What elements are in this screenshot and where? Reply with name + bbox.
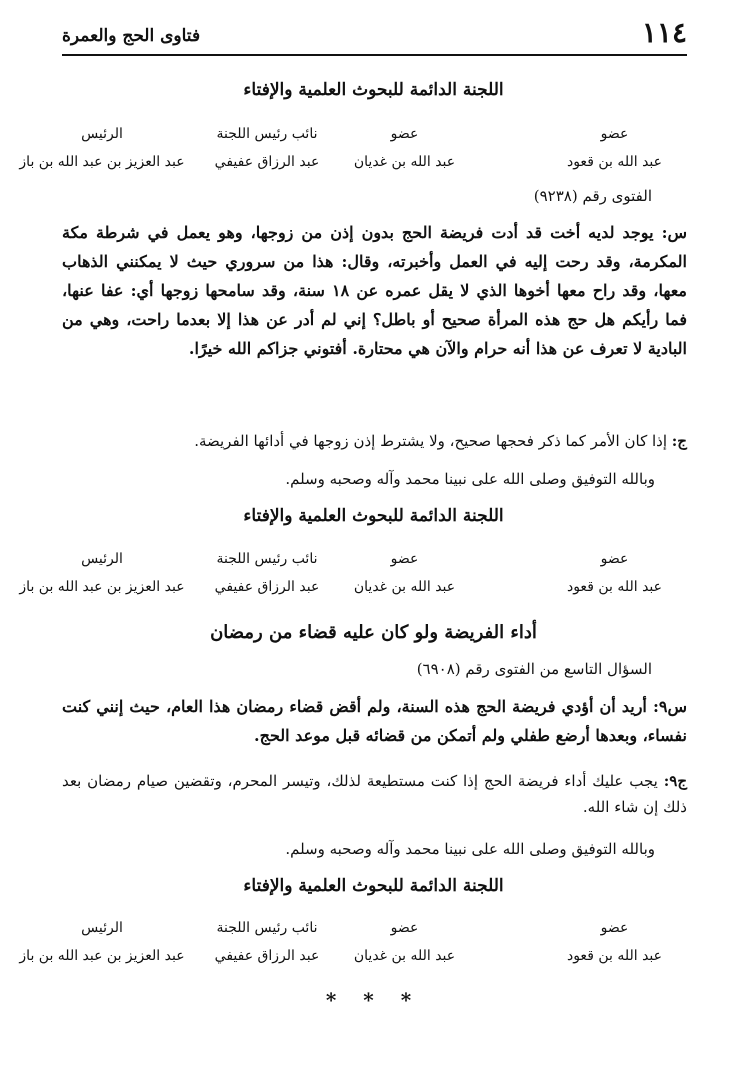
signatory-role: نائب رئيس اللجنة [216,920,318,936]
signatory-role: نائب رئيس اللجنة [216,551,318,567]
question-paragraph [62,218,687,363]
fatwa-reference: الفتوى رقم (٩٢٣٨) [533,187,652,205]
signatory-role: عضو [390,920,419,936]
signatory-name: عبد الرزاق عفيفي [214,154,320,170]
signature-block [19,920,667,990]
signatory-name: عبد الرزاق عفيفي [214,579,320,595]
signatory-role: الرئيس [81,126,123,142]
signatory-role: عضو [390,551,419,567]
answer-label: ج٩: [663,772,687,790]
signatory [202,920,332,964]
question-paragraph [62,692,687,750]
signature-block [19,126,667,196]
signatory-role: نائب رئيس اللجنة [216,126,318,142]
signatory-role: الرئيس [81,920,123,936]
signatory [562,126,667,170]
signatory-role: عضو [390,126,419,142]
closing-line: وبالله التوفيق وصلى الله على نبينا محمد وآله وصحبه وسلم. [285,840,655,858]
answer-label: ج: [671,432,687,450]
answer-paragraph [62,428,687,454]
signatory [342,551,467,595]
page-number: ١١٤ [641,16,687,49]
end-ornament: * * * [325,988,422,1012]
signatory-role: عضو [600,126,629,142]
question-label: س٩: [652,697,687,716]
signature-block [19,551,667,621]
signatory [12,551,192,595]
answer-text: يجب عليك أداء فريضة الحج إذا كنت مستطيعة لذلك، وتيسر المحرم، وتقضين صيام رمضان بعد ذلك إن شاء الله. [62,772,687,816]
fatwa-reference: السؤال التاسع من الفتوى رقم (٦٩٠٨) [416,660,652,678]
answer-paragraph [62,768,687,820]
book-title: فتاوى الحج والعمرة [62,26,201,46]
signatory-name: عبد العزيز بن عبد الله بن باز [19,579,185,595]
signatory [12,126,192,170]
signatory [562,920,667,964]
committee-title: اللجنة الدائمة للبحوث العلمية والإفتاء [243,80,504,100]
signatory-name: عبد الله بن قعود [566,948,663,964]
question-label: س: [661,223,687,242]
signatory-name: عبد الله بن غديان [353,948,456,964]
signatory [202,126,332,170]
answer-text: إذا كان الأمر كما ذكر فحجها صحيح، ولا يشترط إذن زوجها في أدائها الفريضة. [194,432,672,450]
signatory-name: عبد العزيز بن عبد الله بن باز [19,154,185,170]
signatory-role: عضو [600,551,629,567]
page-header [62,14,687,56]
signatory [562,551,667,595]
signatory-name: عبد العزيز بن عبد الله بن باز [19,948,185,964]
signatory-name: عبد الله بن قعود [566,579,663,595]
committee-title: اللجنة الدائمة للبحوث العلمية والإفتاء [243,506,504,526]
signatory [202,551,332,595]
signatory-name: عبد الله بن غديان [353,154,456,170]
signatory-role: الرئيس [81,551,123,567]
question-text: أريد أن أؤدي فريضة الحج هذه السنة، ولم أقض قضاء رمضان هذا العام، حيث إنني كنت نفساء، وبعدها أرضع طفلي ولم أتمكن من قضائه قبل موعد الحج. [62,697,687,745]
topic-title: أداء الفريضة ولو كان عليه قضاء من رمضان [210,622,537,643]
closing-line: وبالله التوفيق وصلى الله على نبينا محمد وآله وصحبه وسلم. [285,470,655,488]
signatory-name: عبد الله بن قعود [566,154,663,170]
signatory-name: عبد الرزاق عفيفي [214,948,320,964]
signatory-name: عبد الله بن غديان [353,579,456,595]
signatory [342,126,467,170]
question-text: يوجد لديه أخت قد أدت فريضة الحج بدون إذن من زوجها، وهو يعمل في شرطة مكة المكرمة، وقد رحت إليه في العمل وأخبرته، وقال: هذا من سروري حيث لا يمكنني الذهاب معها، وقد راح معها أخوها الذي لا يقل عمره عن ١٨ سنة، وقد سامحها زوجها أي: عفا عنها، فما رأيكم هل حج هذه المرأة صحيح أو باطل؟ إني لم أدر عن هذا إلا بعدما راحت، وهي من البادية لا تعرف عن هذا أنه حرام والآن هي محتارة. أفتوني جزاكم الله خيرًا. [62,223,687,358]
signatory-role: عضو [600,920,629,936]
signatory [12,920,192,964]
committee-title: اللجنة الدائمة للبحوث العلمية والإفتاء [243,876,504,896]
signatory [342,920,467,964]
